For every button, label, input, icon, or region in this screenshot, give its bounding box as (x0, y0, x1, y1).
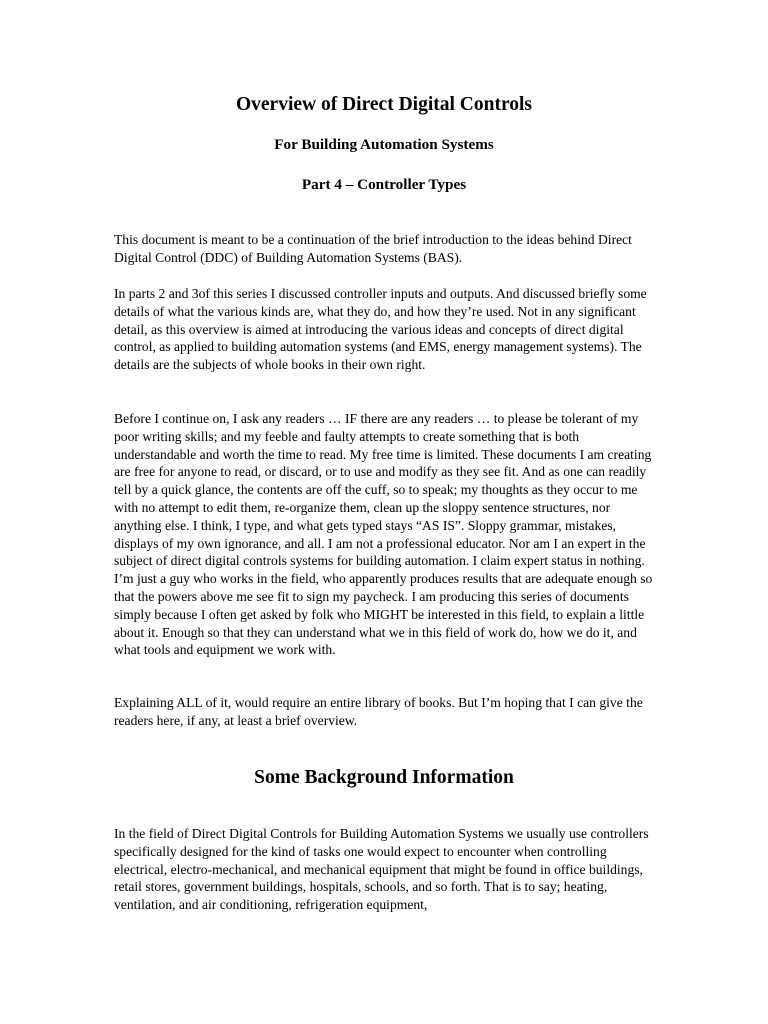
document-title: Overview of Direct Digital Controls (235, 94, 533, 115)
series-recap-paragraph: In parts 2 and 3of this series I discussed controller inputs and outputs. And discussed briefly some details of what the various kinds are, what they do, and how they’re used. Not in any significant detail, as this overview is aimed at introducing the various ideas and concepts of direct digital control, as applied to building automation systems (and EMS, energy management systems). The details are the subjects of whole books in their own right. (114, 286, 647, 373)
author-disclaimer-paragraph: Before I continue on, I ask any readers … IF there are any readers … to please be tolerant of my poor writing skills; and my feeble and faulty attempts to create something that is both understandable and worth the time to read. My free time is limited. These documents I am creating are free for anyone to read, or discard, or to use and modify as they see fit. And as one can readily tell by a quick glance, the contents are off the cuff, so to speak; my thoughts as they occur to me with no attempt to edit them, re-organize them, clean up the sloppy sentence structures, nor anything else. I think, I type, and what gets typed stays “AS IS”. Sloppy grammar, mistakes, displays of my own ignorance, and all. I am not a professional educator. Nor am I an expert in the subject of direct digital controls systems for building automation. I claim expert status in nothing. I’m just a guy who works in the field, who apparently produces results that are adequate enough so that the powers above me see fit to sign my paycheck. I am producing this series of documents simply because I often get asked by folk who MIGHT be interested in this field, to explain a little about it. Enough so that they can understand what we in this field of work do, how we do it, and what tools and equipment we work with. (114, 411, 653, 658)
section-heading: Some Background Information (254, 767, 514, 788)
document-subtitle: For Building Automation Systems (274, 136, 494, 153)
scope-paragraph: Explaining ALL of it, would require an entire library of books. But I’m hoping that I can give the readers here, if any, at least a brief overview. (114, 695, 643, 728)
background-paragraph: In the field of Direct Digital Controls for Building Automation Systems we usually use controllers specifically designed for the kind of tasks one would expect to encounter when controlling electrical, electro-mechanical, and mechanical equipment that might be found in office buildings, retail stores, government buildings, hospitals, schools, and so forth. That is to say; heating, ventilation, and air conditioning, refrigeration equipment, (114, 826, 649, 913)
document-part-heading: Part 4 – Controller Types (301, 176, 467, 193)
intro-paragraph: This document is meant to be a continuation of the brief introduction to the ideas behind Direct Digital Control (DDC) of Building Automation Systems (BAS). (114, 232, 632, 265)
